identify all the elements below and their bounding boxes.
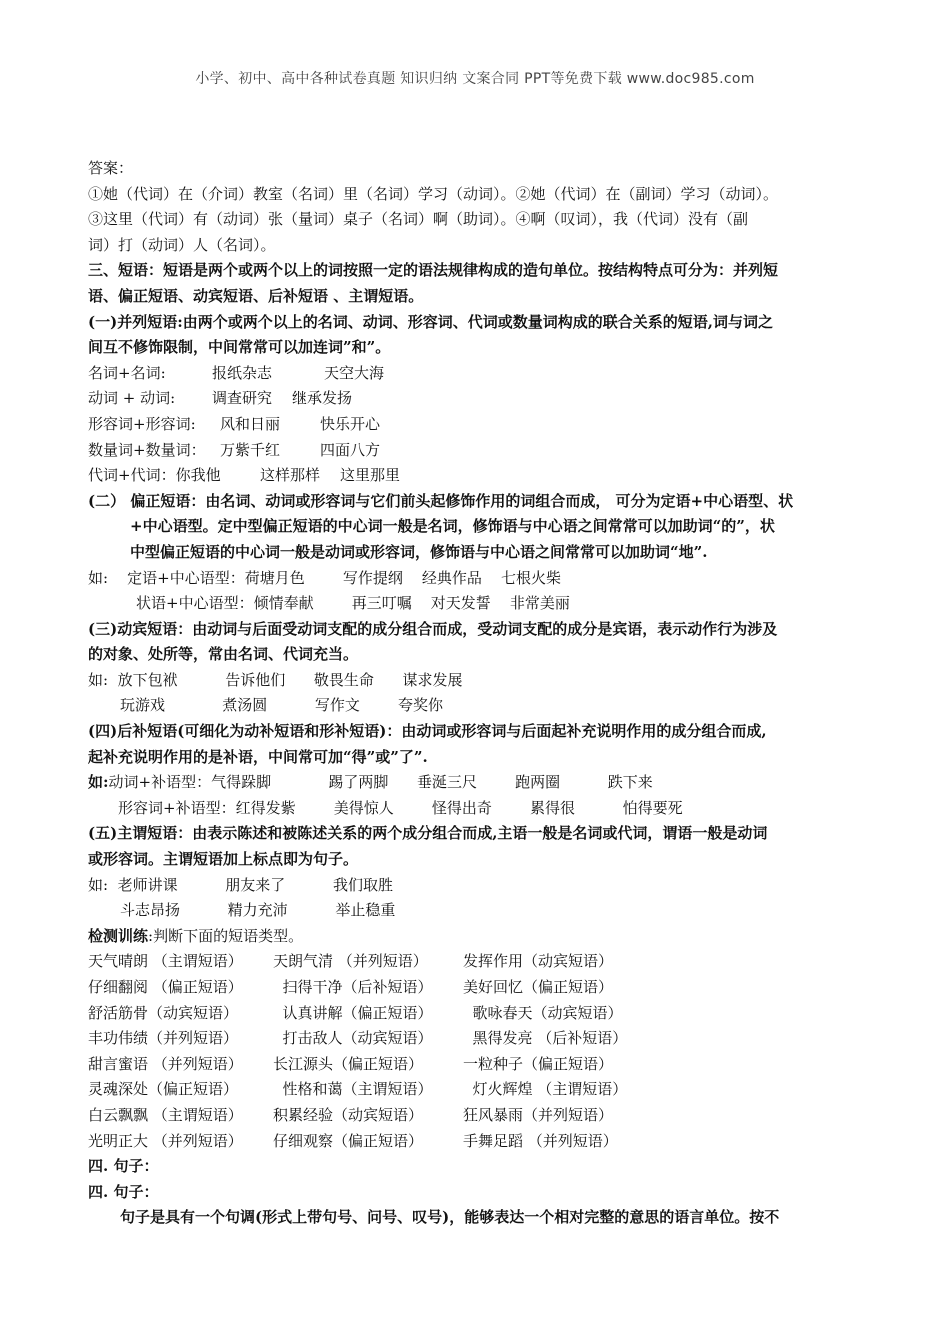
practice-cell: 仔细翻阅 （偏正短语） [88, 978, 243, 996]
paragraph-line: (五)主谓短语：由表示陈述和被陈述关系的两个成分组合而成,主语一般是名词或代词，谓语一般是动词 [88, 824, 768, 843]
answer-line: 词）打（动词）人（名词）。 [88, 235, 276, 254]
example-row: 如: 老师讲课 朋友来了 我们取胜 [88, 875, 393, 894]
practice-cell: 灵魂深处（偏正短语） [88, 1080, 239, 1099]
example-item: 继承发扬 [292, 389, 353, 408]
practice-cell: 天气晴朗 （主谓短语） [88, 952, 243, 971]
paragraph-line: 起补充说明作用的是补语，中间常可加“得”或”了”. [88, 747, 428, 766]
practice-instruction: :判断下面的短语类型。 [148, 926, 304, 945]
paragraph-line: 或形容词。主谓短语加上标点即为句子。 [88, 850, 359, 869]
practice-row [88, 975, 868, 1001]
practice-cell: 美好回忆（偏正短语） [463, 978, 614, 996]
paragraph-line: (四)后补短语(可细化为动补短语和形补短语)：由动词或形容词与后面起补充说明作用的成分组合而成, [88, 722, 767, 741]
example-row: 斗志昂扬 精力充沛 举止稳重 [120, 901, 396, 920]
practice-row [88, 1103, 868, 1129]
example-item: 这样那样 [260, 466, 321, 485]
section-heading: 三、短语：短语是两个或两个以上的词按照一定的语法规律构成的造句单位。按结构特点可分为：并列短 [88, 261, 779, 280]
practice-cell: 积累经验（动宾短语） [273, 1105, 424, 1124]
practice-cell: 白云飘飘 （主谓短语） [88, 1105, 243, 1124]
answer-line: ①她（代词）在（介词）教室（名词）里（名词）学习（动词）。②她（代词）在（副词）学习（动词）。 [88, 184, 779, 203]
example-row: 状语+中心语型：倾情奉献 再三叮嘱 对天发誓 非常美丽 [136, 594, 570, 613]
paragraph-line: (二） 偏正短语：由名词、动词或形容词与它们前头起修饰作用的词组合而成， 可分为定语+中心语型、状 [88, 491, 794, 510]
paragraph-line: 句子是具有一个句调(形式上带句号、问号、叹号)，能够表达一个相对完整的意思的语言单位。按不 [120, 1208, 780, 1227]
example-text: 动词+补语型：气得跺脚 踢了两脚 垂涎三尺 跑两圈 跌下来 [108, 773, 653, 792]
practice-cell: 长江源头（偏正短语） [273, 1054, 424, 1073]
example-item: 万紫千红 [220, 440, 281, 459]
practice-row [88, 1052, 868, 1078]
practice-row [88, 1001, 868, 1027]
section-heading: 四. 句子： [88, 1182, 159, 1201]
example-lead: 如: [88, 773, 109, 792]
practice-cell: 天朗气清 （并列短语） [273, 952, 428, 971]
practice-cell: 歌咏春天（动宾短语） [463, 1003, 623, 1022]
practice-cell: 灯火辉煌 （主谓短语） [463, 1080, 628, 1099]
example-label: 代词+代词：你我他 [88, 466, 221, 485]
paragraph-line: 中型偏正短语的中心词一般是动词或形容词，修饰语与中心语之间常常可以加助词“地”. [130, 542, 708, 561]
example-row [88, 361, 868, 387]
practice-cell: 性格和蔼（主谓短语） [273, 1080, 433, 1099]
example-row [88, 463, 868, 489]
answer-line: ③这里（代词）有（动词）张（量词）桌子（名词）啊（助词）。④啊（叹词），我（代词）没有（副 [88, 210, 749, 229]
example-label: 形容词+形容词: [88, 414, 196, 433]
practice-cell: 甜言蜜语 （并列短语） [88, 1054, 243, 1073]
practice-heading [88, 924, 868, 950]
practice-row [88, 1077, 868, 1103]
practice-cell: 狂风暴雨（并列短语） [463, 1105, 614, 1124]
practice-row [88, 949, 868, 975]
practice-cell: 打击敌人（动宾短语） [273, 1029, 433, 1048]
example-label: 数量词+数量词： [88, 440, 206, 459]
example-row: 形容词+补语型：红得发紫 美得惊人 怪得出奇 累得很 怕得要死 [118, 798, 683, 817]
practice-cell: 黑得发亮 （后补短语） [463, 1029, 628, 1048]
example-row [88, 386, 868, 412]
practice-cell: 认真讲解（偏正短语） [273, 1003, 433, 1022]
practice-row [88, 1129, 868, 1155]
practice-cell: 光明正大 （并列短语） [88, 1131, 243, 1150]
example-row [88, 438, 868, 464]
practice-cell: 舒活筋骨（动宾短语） [88, 1003, 239, 1022]
practice-cell: 发挥作用（动宾短语） [463, 952, 614, 971]
example-item: 四面八方 [320, 440, 381, 459]
practice-cell: 手舞足蹈 （并列短语） [463, 1131, 618, 1150]
example-row: 如: 放下包袱 告诉他们 敬畏生命 谋求发展 [88, 670, 463, 689]
practice-row [88, 1026, 868, 1052]
practice-cell: 丰功伟绩（并列短语） [88, 1029, 239, 1048]
practice-title: 检测训练 [88, 926, 149, 945]
paragraph-line: (三)动宾短语：由动词与后面受动词支配的成分组合而成，受动词支配的成分是宾语，表示动作行为涉及 [88, 619, 778, 638]
example-item: 报纸杂志 [212, 363, 273, 382]
practice-cell: 仔细观察（偏正短语） [273, 1131, 424, 1150]
example-row [88, 412, 868, 438]
example-row [88, 770, 868, 796]
example-label: 名词+名词: [88, 363, 166, 382]
example-item: 这里那里 [340, 466, 401, 485]
example-row: 玩游戏 煮汤圆 写作文 夸奖你 [120, 696, 444, 715]
paragraph-line: 的对象、处所等，常由名词、代词充当。 [88, 645, 359, 664]
practice-cell: 扫得干净（后补短语） [273, 978, 433, 996]
example-item: 快乐开心 [320, 414, 381, 433]
section-heading: 四. 句子： [88, 1157, 159, 1176]
example-row: 如: 定语+中心语型：荷塘月色 写作提纲 经典作品 七根火柴 [88, 568, 561, 587]
example-item: 天空大海 [324, 363, 385, 382]
example-label: 动词 + 动词: [88, 389, 176, 408]
example-item: 调查研究 [212, 389, 273, 408]
practice-cell: 一粒种子（偏正短语） [463, 1054, 614, 1073]
paragraph-line: (一)并列短语:由两个或两个以上的名词、动词、形容词、代词或数量词构成的联合关系的短语,词与词之 [88, 312, 773, 331]
paragraph-line: 间互不修饰限制，中间常常可以加连词”和”。 [88, 338, 391, 357]
answer-label: 答案： [88, 159, 134, 177]
page-header: 小学、初中、高中各种试卷真题 知识归纳 文案合同 PPT等免费下载 www.doc985.com [195, 71, 755, 87]
section-heading: 语、偏正短语、动宾短语、后补短语 、主谓短语。 [88, 286, 424, 305]
example-item: 风和日丽 [220, 414, 281, 433]
paragraph-line: +中心语型。定中型偏正短语的中心词一般是名词，修饰语与中心语之间常常可以加助词“的”，状 [130, 517, 775, 536]
document-body [88, 156, 868, 1231]
